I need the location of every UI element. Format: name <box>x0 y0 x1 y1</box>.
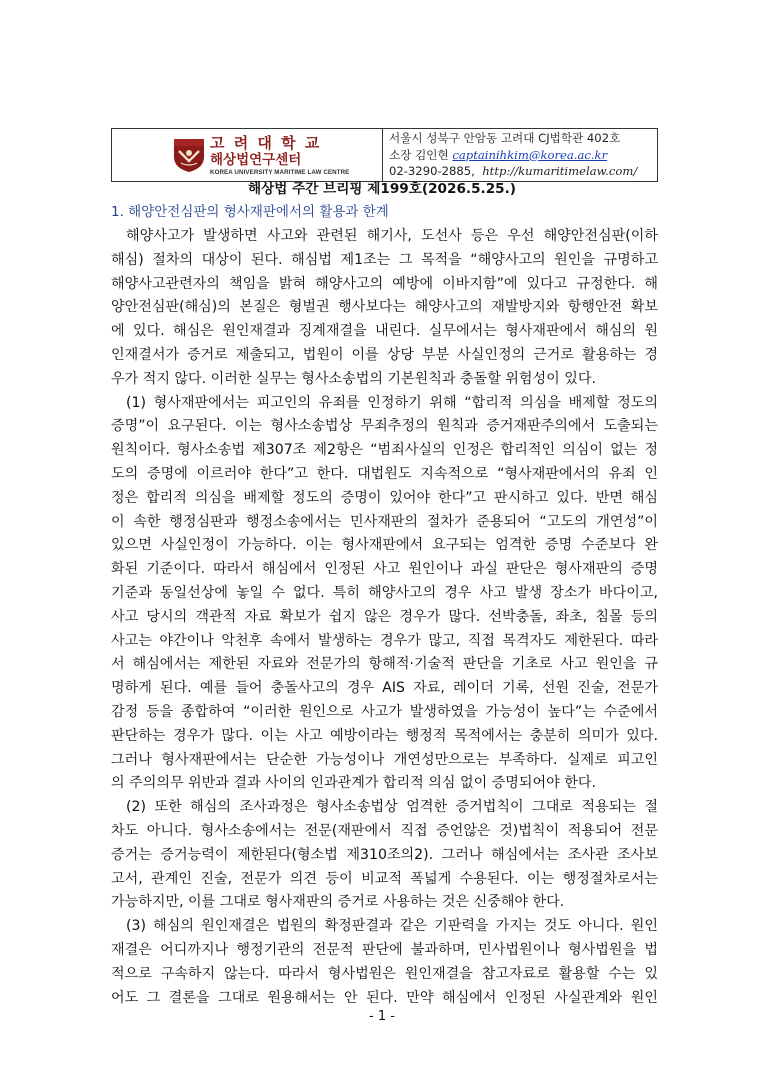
body-text <box>111 225 658 1010</box>
body-line: 있으면 사실인정이 가능하다. 이는 형사재판에서 요구되는 엄격한 증명 수준보다 완 <box>111 537 658 554</box>
body-line: (2) 또한 해심의 조사과정은 형사소송법상 엄격한 증거법칙이 그대로 적용되는 절 <box>126 799 658 816</box>
body-line: (3) 해심의 원인재결은 법원의 확정판결과 같은 기판력을 가지는 것도 아니다. 원인 <box>126 918 658 935</box>
university-name: 고 려 대 학 교 <box>210 134 322 152</box>
contact-info <box>383 129 657 181</box>
body-line: 화된 기준이다. 따라서 해심에서 인정된 사고 원인이나 과실 판단은 형사재판의 증명 <box>111 561 658 578</box>
body-line: 우가 적지 않다. 이러한 실무는 형사소송법의 기본원칙과 충돌할 위험성이 있다. <box>111 370 596 387</box>
director-label: 소장 김인현 <box>389 147 449 162</box>
address: 서울시 성북구 안암동 고려대 CJ법학관 402호 <box>389 131 621 145</box>
brief-title: 해상법 주간 브리핑 제199호(2026.5.25.) <box>247 181 517 197</box>
body-line: 명하게 된다. 예를 들어 충돌사고의 경우 AIS 자료, 레이더 기록, 선원 진술, 전문가 <box>111 680 658 697</box>
body-line: 증명”이 요구된다. 이는 형사소송법상 무죄추정의 원칙과 증거재판주의에서 도출되는 <box>111 418 658 435</box>
body-line: 기준과 동일선상에 놓일 수 없다. 특히 해양사고의 경우 사고 발생 장소가 바다이고, <box>111 584 658 601</box>
body-line: 정은 합리적 의심을 배제할 정도의 증명이 있어야 한다”고 판시하고 있다. 반면 해심 <box>111 489 658 506</box>
body-line: 어도 그 결론을 그대로 원용해서는 안 된다. 만약 해심에서 인정된 사실관계와 원인 <box>111 989 658 1006</box>
body-line: 가능하지만, 이를 그대로 형사재판의 증거로 사용하는 것은 신중해야 한다. <box>111 894 565 911</box>
body-line: 에 있다. 해심은 원인재결과 징계재결을 내린다. 실무에서는 형사재판에서 해심의 원 <box>111 323 658 340</box>
body-line: 감정 등을 종합하여 “이러한 원인으로 사고가 발생하였을 가능성이 높다”는 수준에서 <box>111 703 658 720</box>
center-name: 해상법연구센터 <box>210 152 302 168</box>
director-line <box>389 147 657 164</box>
korea-university-emblem-icon <box>172 137 206 173</box>
body-line: 적으로 구속하지 않는다. 따라서 형사법원은 원인재결을 참고자료로 활용할 수는 있 <box>111 965 658 982</box>
body-line: 서 해심에서는 제한된 자료와 전문가의 항해적·기술적 판단을 기초로 사고 원인을 규 <box>111 656 658 673</box>
body-line: 차도 아니다. 형사소송에서는 전문(재판에서 직접 증언않은 것)법칙이 적용되어 전문 <box>111 822 658 839</box>
body-line: 양안전심판(해심)의 본질은 형벌권 행사보다는 해양사고의 재발방지와 항행안전 확보 <box>111 299 658 316</box>
body-line: 판단하는 경우가 많다. 이는 사고 예방이라는 행정적 목적에서는 충분히 의미가 있다. <box>111 727 658 744</box>
body-line: 해심) 절차의 대상이 된다. 해심법 제1조는 그 목적을 “해양사고의 원인을 규명하고 <box>111 251 658 268</box>
phone-web-line <box>389 163 657 180</box>
section-heading: 1. 해양안전심판의 형사재판에서의 활용과 한계 <box>111 204 389 220</box>
body-line: 그러나 형사재판에서는 단순한 가능성이나 개연성만으로는 부족하다. 실제로 피고인 <box>111 751 658 768</box>
body-line: 증거는 증거능력이 제한된다(형소법 제310조의2). 그러나 해심에서는 조사관 조사보 <box>111 846 658 863</box>
body-line: 인재결서가 증거로 제출되고, 법원이 이를 상당 부분 사실인정의 근거로 활용하는 경 <box>111 346 658 363</box>
body-line: 재결은 어디까지나 행정기관의 전문적 판단에 불과하며, 민사법원이나 형사법원을 법 <box>111 941 658 958</box>
page-number: - 1 - <box>369 1009 395 1024</box>
body-line: (1) 형사재판에서는 피고인의 유죄를 인정하기 위해 “합리적 의심을 배제할 정도의 <box>126 394 658 411</box>
body-line: 해양사고가 발생하면 사고와 관련된 해기사, 도선사 등은 우선 해양안전심판(이하 <box>126 228 658 244</box>
body-line: 해양사고관련자의 책임을 밝혀 해양사고의 예방에 이바지함”에 있다고 규정한다. 해 <box>111 275 658 292</box>
body-line: 의 주의의무 위반과 결과 사이의 인과관계가 합리적 의심 없이 증명되어야 한다. <box>111 775 596 792</box>
logo-text <box>210 135 349 177</box>
body-line: 고서, 관계인 진술, 전문가 의견 등이 비교적 폭넓게 수용된다. 이는 행정절차로서는 <box>111 870 658 887</box>
center-english-name: KOREA UNIVERSITY MARITIME LAW CENTRE <box>210 169 350 176</box>
body-line: 사고는 야간이나 악천후 속에서 발생하는 경우가 많고, 직접 목격자도 제한된다. 따라 <box>111 632 658 649</box>
website-link[interactable]: http://kumaritimelaw.com/ <box>482 164 638 178</box>
email-link[interactable]: captainihkim@korea.ac.kr <box>452 147 608 162</box>
logo-cell <box>112 129 383 181</box>
body-line: 이 속한 행정심판과 행정소송에서는 민사재판의 절차가 준용되어 “고도의 개연성”이 <box>111 513 658 530</box>
body-line: 사고 당시의 객관적 자료 확보가 쉽지 않은 경우가 많다. 선박충돌, 좌초, 침몰 등의 <box>111 608 658 625</box>
body-line: 도의 증명에 이르러야 한다”고 한다. 대법원도 지속적으로 “형사재판에서의 유죄 인 <box>111 465 658 482</box>
phone: 02-3290-2885, <box>389 164 475 178</box>
body-line: 원칙이다. 형사소송법 제307조 제2항은 “범죄사실의 인정은 합리적인 의심이 없는 정 <box>111 442 658 459</box>
header-box <box>111 128 658 182</box>
